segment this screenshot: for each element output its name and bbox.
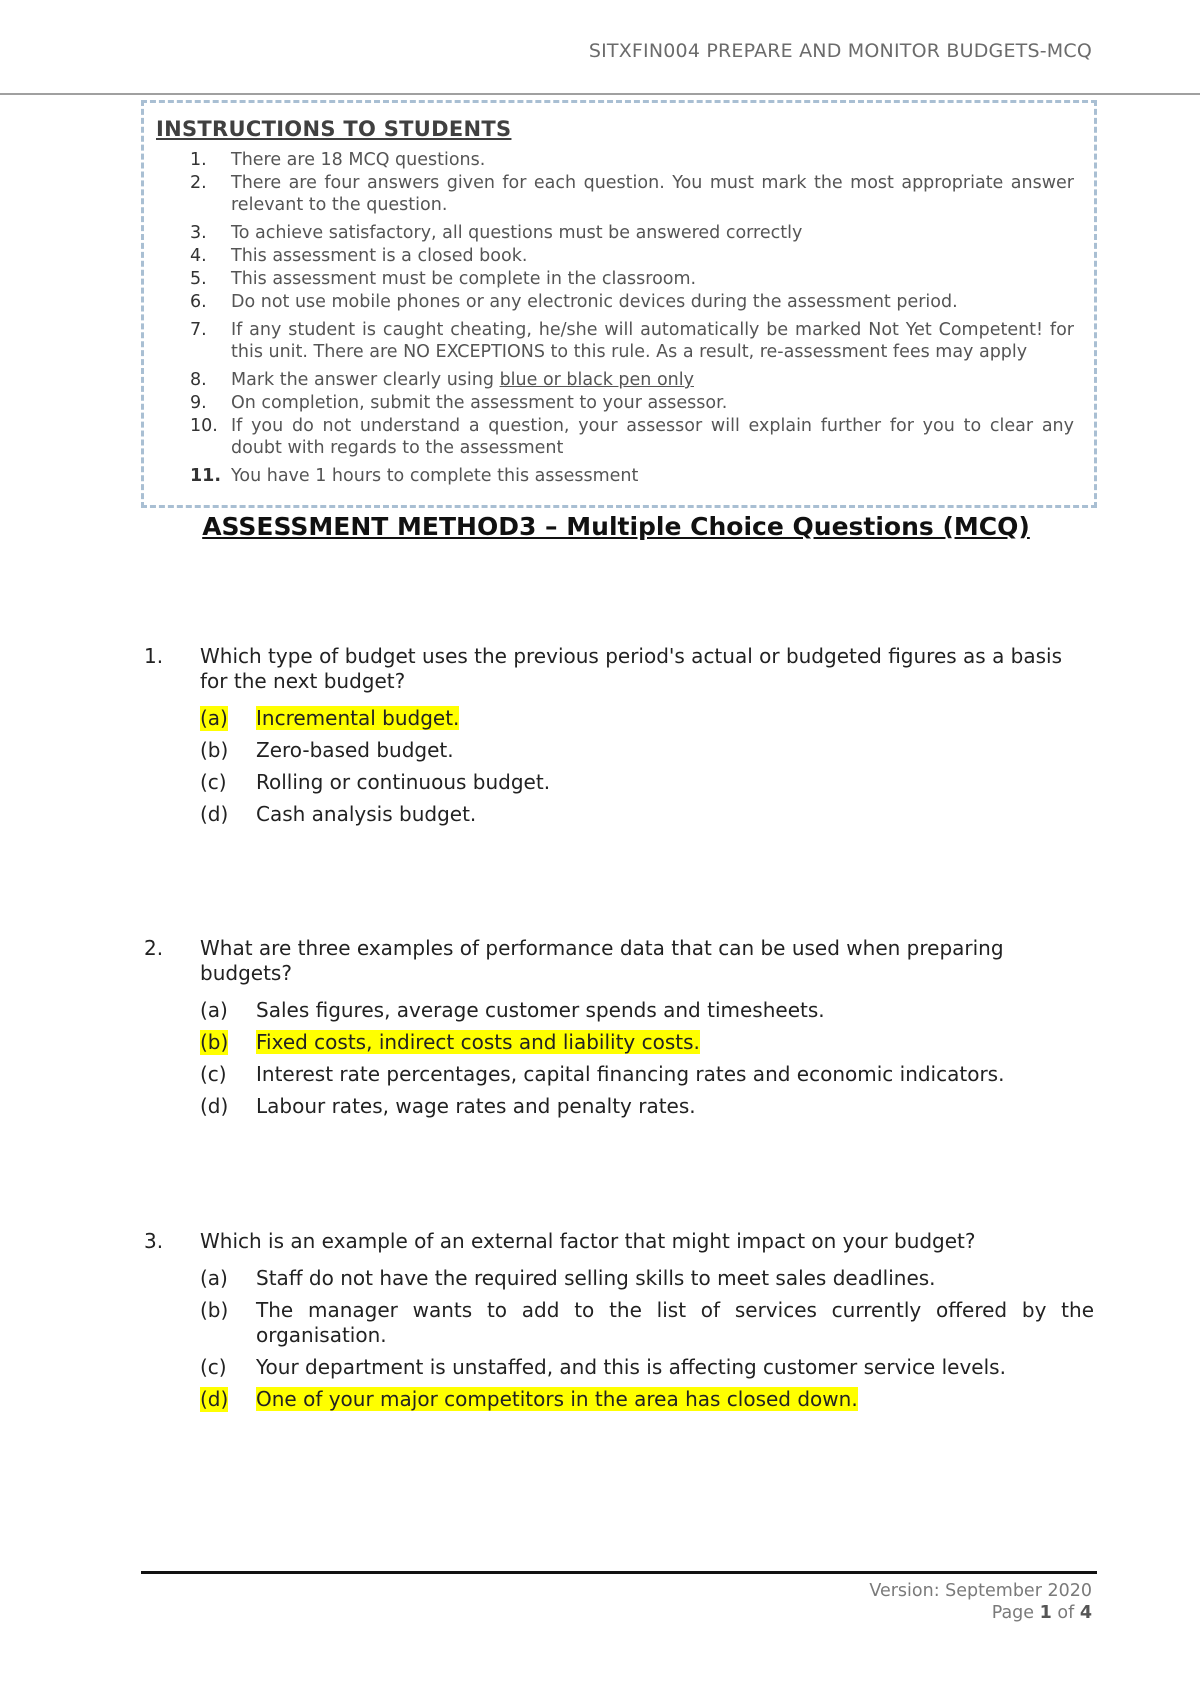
answer-option-b[interactable] [200,1298,1094,1348]
answer-option-d[interactable] [200,1094,1094,1119]
option-label: (d) [200,1094,229,1118]
instruction-number: 11. [190,466,222,486]
question-stem: What are three examples of performance data that can be used when preparing budgets? [200,936,1004,985]
instructions-box [141,100,1097,508]
instruction-item [156,268,1082,290]
question-text [144,936,1094,986]
page-of: of [1051,1603,1080,1623]
option-label: (a) [200,1266,228,1290]
instruction-item [156,222,1082,244]
answer-option-a[interactable] [200,706,1094,731]
instruction-text: Mark the answer clearly using [231,370,500,390]
instruction-item [156,291,1082,313]
option-text: The manager wants to add to the list of services currently offered by the organisation. [256,1298,1094,1347]
question-1 [144,644,1094,834]
option-text: Your department is unstaffed, and this is affecting customer service levels. [256,1355,1006,1379]
instruction-number: 5. [190,269,207,289]
answer-option-c[interactable] [200,770,1094,795]
answer-option-a[interactable] [200,1266,1094,1291]
instruction-item [156,465,1082,487]
instruction-number: 6. [190,292,207,312]
option-label: (d) [200,802,229,826]
option-text: Staff do not have the required selling skills to meet sales deadlines. [256,1266,936,1290]
question-number: 1. [144,644,164,668]
question-number: 3. [144,1229,164,1253]
instruction-text: There are four answers given for each question. You must mark the most appropriate answer relevant to the question. [231,173,1074,215]
option-label: (b) [200,738,229,762]
instruction-item [156,172,1082,216]
question-2 [144,936,1094,1126]
option-text: Interest rate percentages, capital financing rates and economic indicators. [256,1062,1005,1086]
option-text: One of your major competitors in the area has closed down. [256,1387,858,1411]
question-text [144,644,1094,694]
instruction-number: 1. [190,150,207,170]
answer-option-d[interactable] [200,1387,1094,1412]
instruction-item [156,149,1082,171]
option-text: Incremental budget. [256,706,460,730]
instruction-number: 2. [190,173,207,193]
option-label: (c) [200,770,227,794]
option-text: Labour rates, wage rates and penalty rates. [256,1094,696,1118]
answer-option-b[interactable] [200,1030,1094,1055]
footer-rule [141,1571,1097,1574]
version-text: Version: September 2020 [869,1581,1092,1601]
option-text: Fixed costs, indirect costs and liability costs. [256,1030,700,1054]
instruction-text: This assessment is a closed book. [231,246,528,266]
answer-options [200,998,1094,1119]
option-label: (a) [200,706,228,730]
instruction-text: If you do not understand a question, your assessor will explain further for you to clear any doubt with regards to the assessment [231,416,1074,458]
instruction-number: 7. [190,320,207,340]
instruction-text: If any student is caught cheating, he/she will automatically be marked Not Yet Competent! for this unit. There are NO EXCEPTIONS to this rule. As a result, re-assessment fees may apply [231,320,1074,362]
question-text [144,1229,1094,1254]
instruction-text: You have 1 hours to complete this assessment [231,466,639,486]
instructions-title: INSTRUCTIONS TO STUDENTS [156,117,512,141]
question-stem: Which is an example of an external factor that might impact on your budget? [200,1229,976,1253]
question-number: 2. [144,936,164,960]
instruction-number: 10. [190,416,218,436]
instruction-item [156,392,1082,414]
answer-option-b[interactable] [200,738,1094,763]
answer-option-c[interactable] [200,1355,1094,1380]
option-label: (b) [200,1298,229,1322]
question-stem: Which type of budget uses the previous period's actual or budgeted figures as a basis for the next budget? [200,644,1063,693]
assessment-method-title: ASSESSMENT METHOD3 – Multiple Choice Questions (MCQ) [202,512,1030,541]
instructions-list [156,149,1082,487]
option-text: Rolling or continuous budget. [256,770,551,794]
option-label: (a) [200,998,228,1022]
option-text: Sales figures, average customer spends and timesheets. [256,998,825,1022]
page-total: 4 [1079,1603,1092,1623]
instruction-underlined-text: blue or black pen only [499,370,694,390]
instruction-number: 9. [190,393,207,413]
answer-option-c[interactable] [200,1062,1094,1087]
running-header: SITXFIN004 PREPARE AND MONITOR BUDGETS-MCQ [588,40,1092,62]
page-prefix: Page [991,1603,1040,1623]
option-label: (d) [200,1387,229,1411]
instruction-number: 8. [190,370,207,390]
answer-options [200,1266,1094,1412]
instruction-text: This assessment must be complete in the classroom. [231,269,697,289]
option-label: (c) [200,1062,227,1086]
option-text: Zero-based budget. [256,738,454,762]
option-text: Cash analysis budget. [256,802,477,826]
option-label: (b) [200,1030,229,1054]
answer-option-a[interactable] [200,998,1094,1023]
page-footer [869,1580,1092,1624]
instruction-text: Do not use mobile phones or any electronic devices during the assessment period. [231,292,958,312]
answer-option-d[interactable] [200,802,1094,827]
instruction-item [156,415,1082,459]
instruction-number: 3. [190,223,207,243]
instruction-item [156,369,1082,391]
answer-options [200,706,1094,827]
option-label: (c) [200,1355,227,1379]
instruction-item [156,319,1082,363]
page-current: 1 [1039,1603,1052,1623]
page-number [869,1602,1092,1624]
instruction-text: To achieve satisfactory, all questions must be answered correctly [231,223,803,243]
instruction-text: There are 18 MCQ questions. [231,150,486,170]
instruction-number: 4. [190,246,207,266]
instruction-text: On completion, submit the assessment to your assessor. [231,393,728,413]
instruction-item [156,245,1082,267]
question-3 [144,1229,1094,1419]
header-rule [0,93,1200,95]
